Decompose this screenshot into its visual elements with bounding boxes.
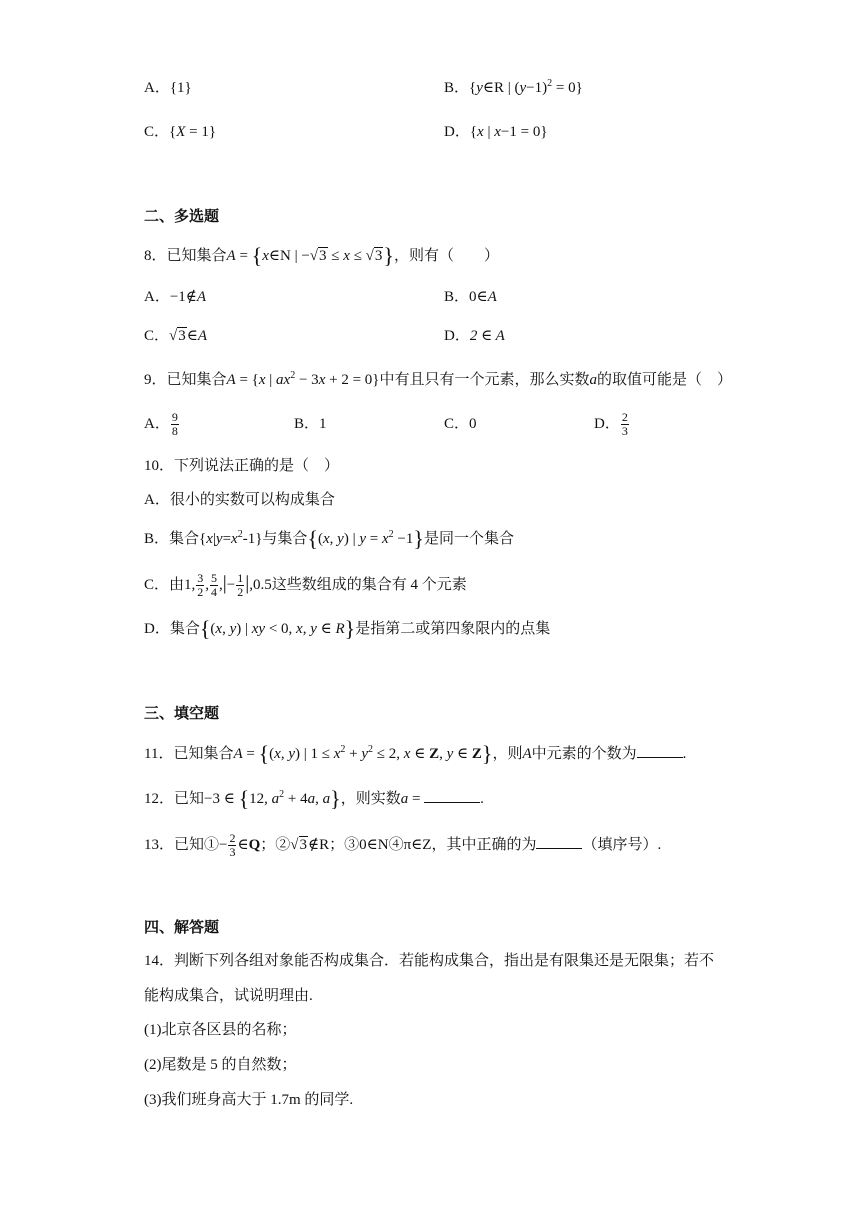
q8-option-c-expr: √3∈A [169, 328, 208, 344]
q13-stem [144, 829, 661, 861]
q8-stem [144, 243, 499, 268]
q8-option-c-label: C． [144, 328, 170, 344]
q10-option-a: A．很小的实数可以构成集合 [144, 492, 335, 508]
q9-mid: 中有且只有一个元素，那么实数 [379, 372, 590, 388]
q13-p2: ；② [260, 837, 291, 853]
q11-var-a: A [522, 746, 532, 762]
q10-option-d-tail: 是指第二或第四象限内的点集 [355, 621, 551, 637]
q8-option-b-expr: 0∈A [469, 289, 497, 305]
q10-option-c [144, 567, 467, 601]
q7-option-d [444, 122, 548, 142]
q11-tail: ，则 [492, 746, 523, 762]
q7-option-b [444, 78, 583, 98]
q10-option-d-pre: D．集合 [144, 621, 200, 637]
q13-p3: ；③ [329, 837, 360, 853]
q10-option-b-tail: 是同一个集合 [423, 531, 514, 547]
q10-option-b [144, 526, 514, 551]
q8-tail: ，则有（ ） [393, 248, 499, 264]
q11-answer-blank[interactable] [637, 743, 683, 758]
q7-option-b-label: B． [444, 80, 470, 96]
q14-line1: 14．判断下列各组对象能否构成集合．若能构成集合，指出是有限集还是无限集；若不 [144, 953, 715, 969]
q9-var-a: a [589, 372, 597, 388]
q7-option-c-label: C． [144, 124, 170, 140]
q9-option-d [594, 408, 630, 440]
q12-stem: 12．已知−3 ∈ {12, $a^2 + 4a$, a}，则实数a = . [144, 786, 484, 811]
q8-option-d [444, 326, 505, 346]
q8-option-b-label: B． [444, 289, 470, 305]
q13-expr4: π∈Z [403, 837, 432, 853]
q7-option-b-expr: {y∈R | $(y-1)^2 = 0$} [469, 78, 583, 96]
q10-option-b-pre: B．集合 [144, 531, 200, 547]
q10-option-b-set2: {(x, y) | $y = x^2 -1$} [307, 526, 424, 551]
q8-option-d-expr: 2 ∈ A [469, 328, 505, 344]
q11-tail2: 中元素的个数为 [531, 746, 637, 762]
q13-expr3: 0∈N [359, 837, 389, 853]
q9-option-d-label: D． [594, 416, 620, 432]
q7-option-c-expr: {X = 1} [169, 124, 217, 140]
q14-item2: (2)尾数是 5 的自然数； [144, 1057, 297, 1073]
q9-stem [144, 370, 732, 390]
q7-option-a-label: A． [144, 80, 170, 96]
q7-option-c [144, 122, 216, 142]
q14-line2: 能构成集合，试说明理由. [144, 988, 313, 1004]
q9-option-a [144, 408, 180, 440]
q9-number: 9．已知集合 [144, 372, 227, 388]
q12-pre: 12．已知 [144, 791, 205, 807]
q13-expr2: √3∉R [290, 837, 330, 853]
q8-option-a [144, 287, 206, 307]
q14-item3: (3)我们班身高大于 1.7m 的同学. [144, 1092, 354, 1108]
q7-option-d-expr: {x | x−1 = 0} [469, 124, 548, 140]
q7-option-a-expr: {1} [169, 80, 192, 96]
q9-option-b: B．1 [294, 416, 327, 432]
q8-number: 8．已知集合 [144, 248, 227, 264]
q10-option-c-tail: 这些数组成的集合有 4 个元素 [271, 577, 467, 593]
q13-pre: 13．已知① [144, 837, 220, 853]
q10-option-b-mid: 与集合 [262, 531, 308, 547]
section-answer: 四、解答题 [144, 920, 220, 936]
q11-set-expr: A = {(x, y) | $1 \le x^2 + y^2 \le 2$, x ∈ Z, y ∈ Z} [233, 741, 493, 766]
q8-option-c [144, 326, 207, 346]
q13-tail2: （填序号）. [582, 837, 662, 853]
q12-answer-blank[interactable] [424, 788, 480, 803]
q14-item1: (1)北京各区县的名称； [144, 1022, 297, 1038]
q10-option-c-pre: C．由 [144, 577, 185, 593]
q13-answer-blank[interactable] [536, 834, 582, 849]
q10-option-d [144, 616, 551, 641]
section-fill-blank: 三、填空题 [144, 706, 220, 722]
q10-stem: 10．下列说法正确的是（ ） [144, 458, 340, 474]
q13-expr1: − $\frac{2}{3}$ ∈Q [219, 831, 261, 860]
q9-option-a-frac: $\frac{9}{8}$ [171, 410, 178, 439]
q8-set-expr: A = {x∈N | −√3 ≤ x ≤ √3} [226, 243, 394, 268]
q9-tail: 的取值可能是（ ） [597, 372, 733, 388]
q10-option-d-set: {(x, y) | xy < 0, x, y ∈ R} [199, 616, 356, 641]
q11-pre: 11．已知集合 [144, 746, 234, 762]
q9-option-c: C．0 [444, 416, 477, 432]
q11-stem: 11．已知集合A = {(x, y) | $1 \le x^2 + y^2 \le 2$, x ∈ Z, y ∈ Z}，则A中元素的个数为 . [144, 741, 687, 766]
q12-var-a: a = [400, 791, 425, 807]
q9-option-d-frac: $\frac{2}{3}$ [621, 410, 628, 439]
q13-tail: ，其中正确的为 [431, 837, 537, 853]
section-multi-choice: 二、多选题 [144, 209, 220, 225]
q7-option-d-label: D． [444, 124, 470, 140]
q12-tail: ，则实数 [340, 791, 401, 807]
q10-option-b-set1: $\{x|y=x^2-1\}$ [199, 529, 263, 547]
q10-option-c-list: 1, $\frac{3}{2}$ , $\frac{5}{4}$ ,|− $\frac{1}{2}$ |,0.5 [184, 571, 272, 600]
q9-option-a-label: A． [144, 416, 170, 432]
q8-option-a-expr: −1∉A [169, 289, 207, 305]
q8-option-d-label: D． [444, 328, 470, 344]
q12-expr: −3 ∈ {12, $a^2 + 4a$, a} [204, 786, 341, 811]
q9-set-expr: A = {x | $ax^2 - 3x + 2 = 0$} [226, 370, 380, 388]
q7-option-a [144, 78, 192, 98]
q8-option-a-label: A． [144, 289, 170, 305]
q13-p4: ④ [388, 837, 404, 853]
q8-option-b [444, 287, 497, 307]
